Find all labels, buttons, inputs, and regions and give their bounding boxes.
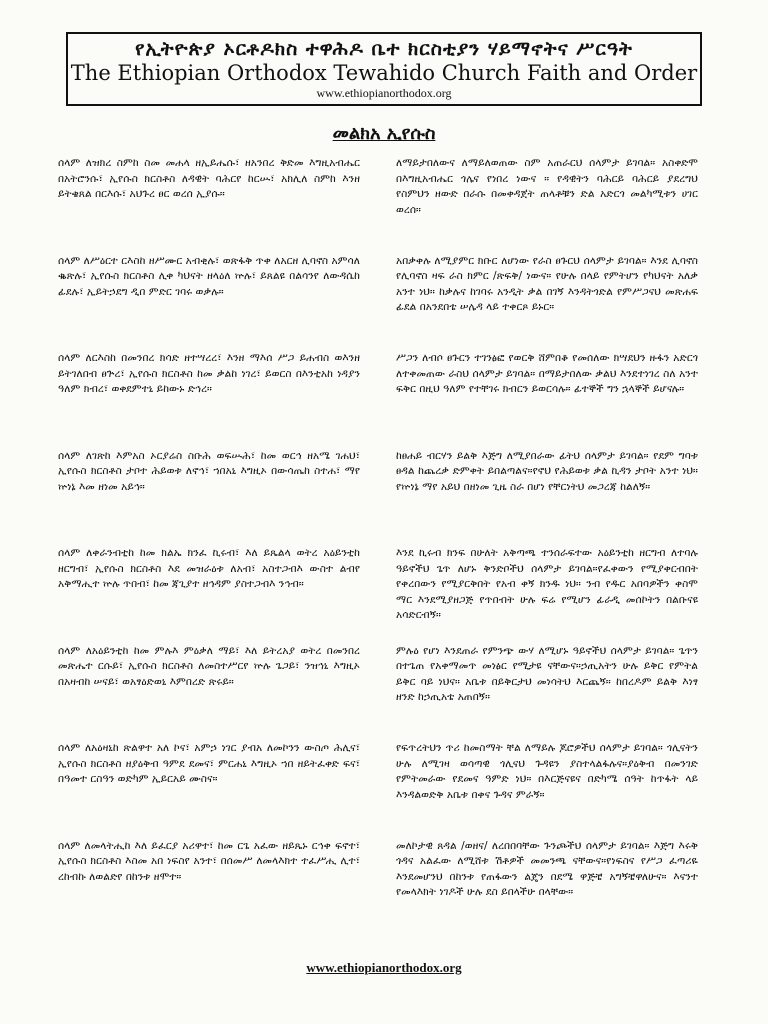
verse-6-geez: ሰላም ለአዕይንቲከ ከመ ምሉእ ምዕቃለ ማይ፣ እለ ይትረአያ ወትረ በመንበረ መጽሔተ ርሱይ፣ ኢየሱስ ክርስቶስ ለመስተሥርየ ኵሉ ጌጋይ፣ ንዝኅኒ እግዚኦ በአዛብከ ሠናይ፣ ወአፃዕድወኒ እምበረድ ጽሩይ። — [58, 644, 360, 688]
header-english-title: The Ethiopian Orthodox Tewahido Church Faith and Order — [70, 61, 698, 85]
verse-7-geez: ሰላም ለአዕዛኒከ ጽልዋተ አለ ኮና፣ አምኃ ነገር ያብአ ለመኮንን ውስጦ ሕሊና፣ ኢየሱስ ክርስቶስ ዘያዕቅብ ዓምደ ደመና፣ ምርሐኒ እግዚኦ ኀበ ዘይትፈቀድ ፍና፣ በዓመተ ርስዓን ወድካም ኢይርአይ ሙስና። — [58, 742, 360, 785]
verse-8-amharic: መለኮታዊ ጸዳል /ወዘና/ ለረበበባቸው ጉንጮችህ ሰላምታ ይገባል። እጅግ እሩቅ ጎዳና አልፈው ለሚሸቱ ሽቶዎች መመንጫ ናቸውና።የነፍስና የሥጋ ፈጣሪዬ እንደመሆንህ በከንቱ የጠፋውን ልጄን በደሜ ዋጅቼ አግኝቼዋለሁና። እናንተ የመላእክት ነገዶች ሁሉ ደስ ይበላችሁ በላቸው። — [396, 839, 698, 898]
header-url[interactable]: www.ethiopianorthodox.org — [316, 86, 452, 100]
footer-url[interactable]: www.ethiopianorthodox.org — [306, 960, 462, 975]
verse-5-geez: ሰላም ለቀራንብቲከ ከመ ክልኤ ክንፈ ኪሩብ፣ እለ ይጼልላ ወትረ አዕይንቲከ ዘርግብ፣ ኢየሱስ ክርስቶስ እደ መዝራዕቱ ለአብ፣ አስተጋብእ ውስተ ልብየ አቅማሒተ ኵሉ ጥበብ፣ ከመ ጃጊያተ ዘኅዳም ያስተጋብእ ንኅብ። — [58, 547, 360, 590]
verse-3-amharic: ሥጋን ለብሶ ፀጉርን ተገንፅፎ የወርቅ ሸምበቆ የመሰለው ክሣደህን ዙፋን አድርጎ ለተቀመጠው ራስህ ሰላምታ ይገባል። በማይታበለው ቃልህ እንደተነገረ ስለ አንተ ፍቅር በዚህ ዓለም የተቸገሩ ክብርን ይወርሳሉ። ፊተኞች ግን ኋላኞች ይሆናሉ። — [396, 352, 698, 395]
verse-3-geez: ሰላም ለርእስከ በመንበረ ክሳድ ዘተሣረረ፣ እንዘ ማእሰ ሥጋ ይሐብስ ወእንዘ ይትገለበብ ፀጕረ፣ ኢየሱስ ክርስቶስ ከመ ቃልከ ነገረ፣ ይወርስ በእንቲአከ ነዳያን ዓለም ክብረ፣ ወቀደምተኒ ይከውኑ ድኅረ። — [58, 352, 360, 395]
verse-5-amharic: እንደ ኪሩብ ክንፍ በሁለት አቅጣጫ ተንሰራፍተው አዕይንቲከ ዘርግብ ለተባሉ ዓይኖችህ ጌጥ ለሆኑ ቅንድቦችህ ሰላምታ ይገባል።የፈቀውን የሚያቀርብበት የቀረበውን የሚያርቅበት የአብ ቀኝ ክንዱ ነህ። ንብ የዱር አበባዎችን ቀስሞ ማር እንደሚያዘጋጅ የጥበብት ሁሉ ፍሬ የሚሆን ፊራዲ መሰኮትን በልቡናዩ አሳድርብኝ። — [396, 547, 698, 621]
page-title-text: መልክአ ኢየሱስ — [332, 123, 436, 144]
verse-4-amharic: ከፀሐይ ብርሃን ይልቅ እጅግ ለሚያበራው ፊትህ ሰላምታ ይገባል። የደም ግባቱ ፀዳል ከጨረቃ ድምቀት ይበልጣልና።የኖህ የሕይወቱ ቃል ኪዳን ታቦት አንተ ነህ። የኵነኔ ማየ አይህ በዘነመ ጊዜ ስራ በሆነ የቸርነትህ መጋረጃ ከልለኝ። — [396, 449, 698, 493]
verse-6-amharic: ምሉዕ የሆነ እንደጠራ የምንጭ ውሃ ለሚሆኑ ዓይኖችህ ሰላምታ ይገባል። ጌጥን በተጌጠ የአቀማመጥ መነፅር የሚታዩ ናቸውና።ኃጢአትን ሁሉ ይቅር የምትል ይቅር ባይ ነህና። አቤቱ በይቅርታህ መነሳትህ እርጨኝ። ከበረዶም ይልቅ እነፃ ዘንድ ከኃጢአቴ አጠበኝ። — [396, 644, 698, 703]
footer — [0, 960, 768, 976]
verse-grid — [58, 156, 738, 936]
verse-1-amharic: ለማይታበለውና ለማይለወጠው ስም አጠራርህ ሰላምታ ይገባል። አስቀድሞ በእግዚአብሔር ጎሌና የነበረ ነውና ። የዳዊትን ባሕርይ ባሕርይ ያደረግህ የስምህን ዘውድ በራሱ በመቀዳጀት ጠላቶቹን ድል አድርጎ መልካሚቱን ሀገር ወረሰ። — [396, 157, 698, 216]
verse-7-amharic: የፍጥረትህን ጥሪ ከመስማት ቸል ለማይሉ ጆሮዎችህ ሰላምታ ይገባል። ጎሊናትን ሁሉ ለሚገዛ ወሳጣዊ ጎሊናህ ጉዳዩን ያስተላልፋሉና።ያዕቅብ በመንገድ የምትመራው የደመና ዓምድ ነህ። በእርጅናዩና በድካሜ ሰዓት ከጥፋት ላይ እንዳልወድቅ አቤቱ በቀና ጉዳና ምራኝ። — [396, 742, 698, 801]
header-amharic-title: የኢትዮጵያ ኦርቶዶክስ ተዋሕዶ ቤተ ክርስቲያን ሃይማኖትና ሥርዓት — [135, 38, 633, 60]
verse-2-amharic: አበቃቀሉ ለሚያምር ክቡር ለሆነው የራስ ፀጉርህ ሰላምታ ይገባል። እንደ ሊባኖስ የሊባኖስ ዛፍ ራስ ክምር /ጽፍቅ/ ነውና። የሁሉ በላይ የምትሆን የካህናት አለቃ አንተ ነህ። ከቃሉና ከገባሩ አንዲት ቃል በገኝ እንዳትጎድል የምሥጋናህ መጽሐፍ ፊደል በአንደበቴ ሠሌዳ ላይ ተቀርጾ ይኑር። — [396, 254, 698, 313]
verse-1-geez: ሰላም ለዝክረ ስምከ ስመ መሐላ ዘኢይሔሱ፣ ዘአንበረ ቅድመ እግዚአብሔር በአትሮንሱ፣ ኢየሱስ ክርስቶስ ለዳዊት ባሕርየ ከርሡ፣ አክሊለ ስምከ እንዘ ይትቄጸል በርእሱ፣ አህጉረ ፀር ወረሰ ኢያሱ። — [58, 157, 360, 200]
verse-8-geez: ሰላም ለመላትሒከ እለ ይፈርያ አሪዋተ፣ ከመ ርጌ አፈው ዘይጼኑ ርኅቀ ፍኖተ፣ ኢየሱስ ክርስቶስ እስመ አበ ነፍስየ አንተ፣ በሰመሥ ለመላእክተ ተፈሥሒ ሊተ፣ ረከብኩ ለወልድየ በከንቱ ዘሞተ። — [58, 839, 360, 883]
header-box — [66, 32, 702, 106]
verse-4-geez: ሰላም ለገጽከ እምአስ ኦርያሬስ ስቡሕ ወፍሡሕ፣ ከመ ወርኅ ዘአሜ ገሐህ፣ ኢየሱስ ክርስቶስ ታቦተ ሕይወቱ ለኖኅ፣ ኀበአኒ እግዚኦ በውሳጤከ ስተሐ፣ ማየ ኵነኔ እመ ዘነመ አይኅ። — [58, 449, 360, 493]
page-title — [0, 123, 768, 144]
verse-2-geez: ሰላም ለሥዕርተ ርእስከ ዘሥሙር አብቂሉ፣ ወጽፋቅ ጥቀ ለአርዘ ሊባኖስ አምሳለ ቈጽሉ፣ ኢየሱስ ክርስቶስ ሊቀ ካህናት ዘላዕለ ኵሉ፣ ይጸልዩ በልሳንየ ለውዳሴከ ፊደሉ፣ ኢይትኃደግ ዲበ ምድር ገባሩ ወቃሉ። — [58, 254, 360, 298]
